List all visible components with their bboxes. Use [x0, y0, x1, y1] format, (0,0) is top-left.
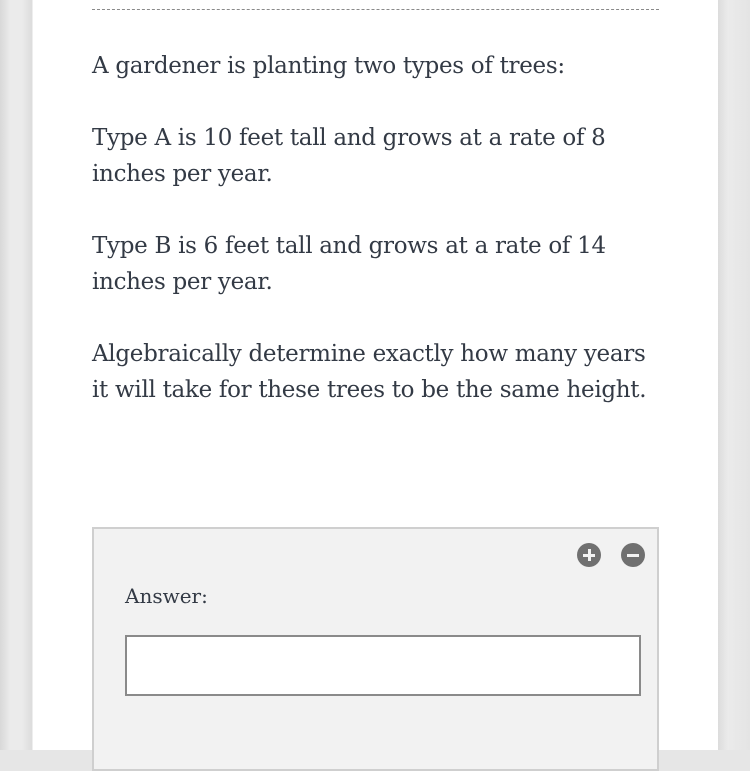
answer-input[interactable]	[125, 635, 641, 696]
question-intro: A gardener is planting two types of trees:	[92, 53, 565, 79]
dashed-divider	[92, 9, 659, 10]
plus-vertical-bar	[588, 549, 591, 561]
minus-bar	[627, 554, 639, 557]
question-page	[33, 0, 718, 750]
question-type-a: Type A is 10 feet tall and grows at a rate of 8 inches per year.	[92, 125, 606, 187]
answer-label: Answer:	[125, 584, 208, 608]
question-type-b: Type B is 6 feet tall and grows at a rate of 14 inches per year.	[92, 233, 606, 295]
answer-panel	[92, 527, 659, 771]
question-prompt: Algebraically determine exactly how many years it will take for these trees to be the same height.	[92, 341, 647, 403]
plus-circle-icon[interactable]	[577, 543, 601, 567]
question-text	[92, 48, 662, 444]
minus-circle-icon[interactable]	[621, 543, 645, 567]
